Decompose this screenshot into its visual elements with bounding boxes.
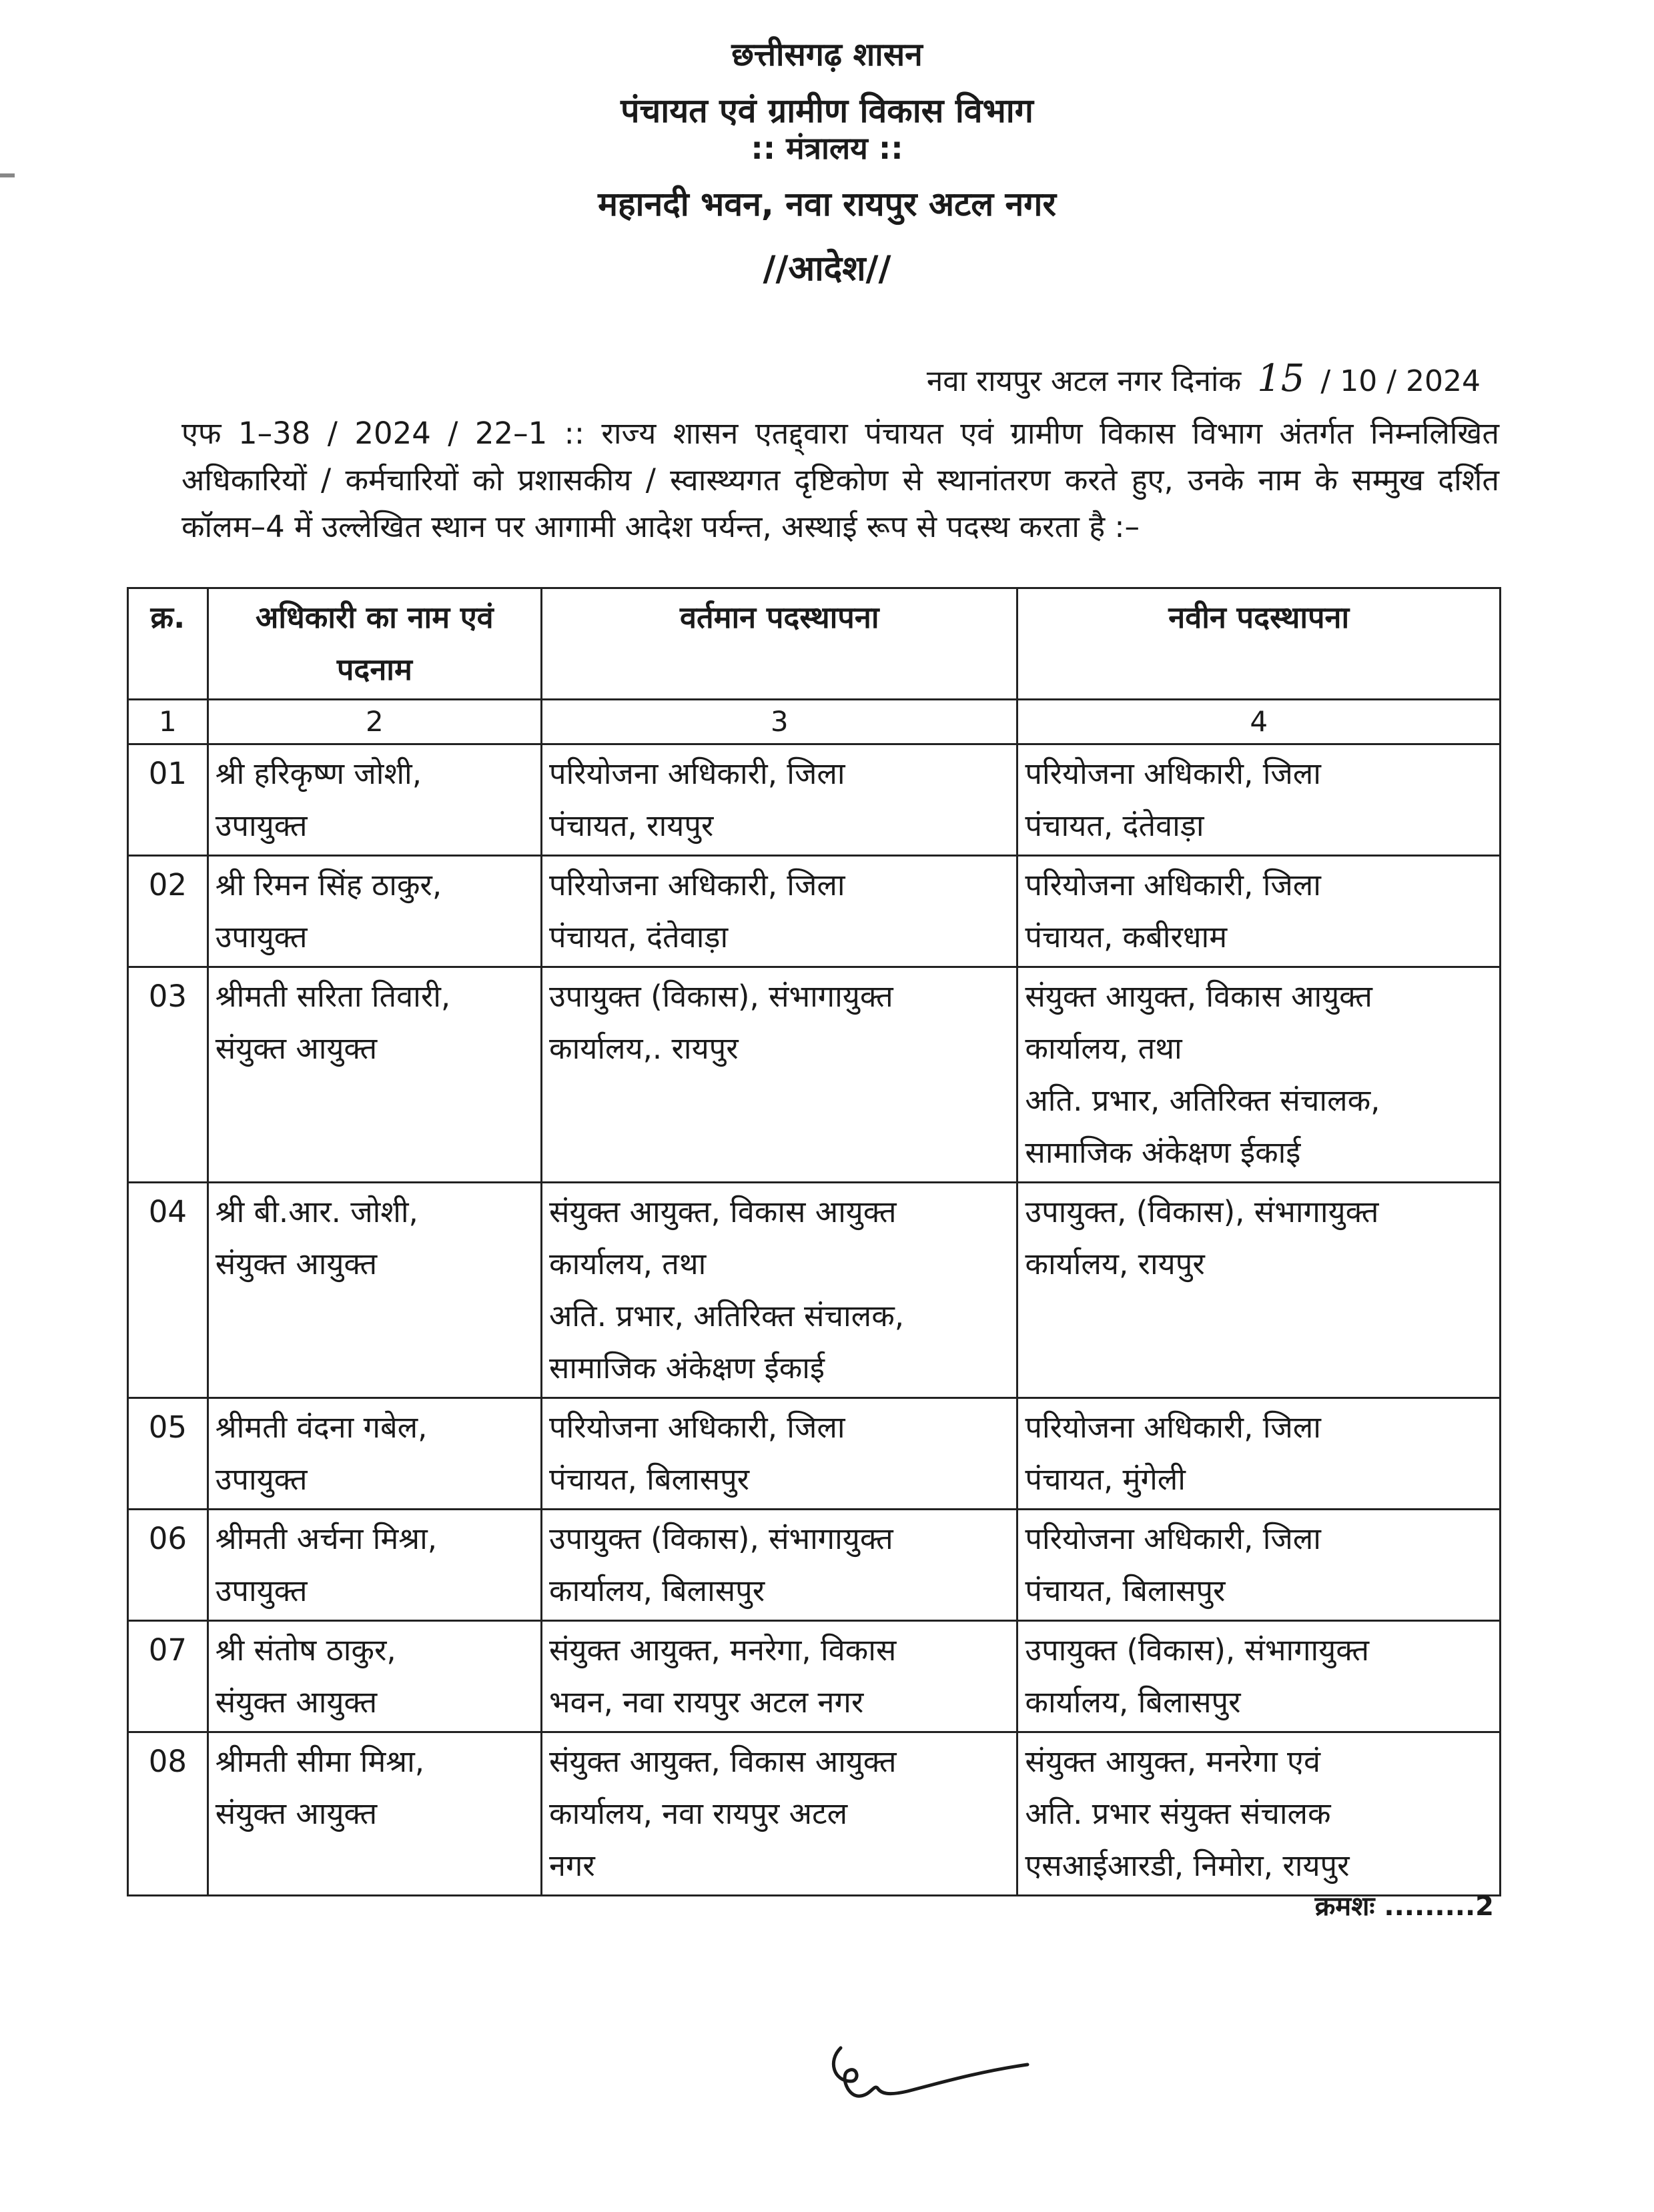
table-header-row	[128, 588, 1501, 700]
scan-edge-mark	[0, 173, 15, 177]
new-posting-line: एसआईआरडी, निमोरा, रायपुर	[1025, 1848, 1350, 1883]
table-row	[128, 1183, 1501, 1398]
officer-designation: उपायुक्त	[215, 1462, 308, 1497]
new-posting-line: उपायुक्त, (विकास), संभागायुक्त	[1025, 1194, 1379, 1229]
officer-name: श्री हरिकृष्ण जोशी,	[215, 756, 422, 791]
current-posting-line: भवन, नवा रायपुर अटल नगर	[549, 1684, 864, 1720]
current-posting-cell	[542, 967, 1017, 1183]
row-serial-number: 04	[128, 1183, 208, 1398]
new-posting-line: कार्यालय, रायपुर	[1025, 1246, 1205, 1281]
new-posting-cell	[1017, 1510, 1501, 1621]
column-number-row	[128, 700, 1501, 744]
officer-name: श्रीमती अर्चना मिश्रा,	[215, 1521, 438, 1556]
new-posting-line: परियोजना अधिकारी, जिला	[1025, 1410, 1321, 1445]
officer-cell	[208, 856, 541, 967]
table-row	[128, 1510, 1501, 1621]
column-number: 2	[208, 700, 541, 744]
officer-name: श्री रिमन सिंह ठाकुर,	[215, 867, 442, 903]
current-posting-cell	[542, 1398, 1017, 1510]
current-posting-line: परियोजना अधिकारी, जिला	[549, 756, 845, 791]
table-row	[128, 1621, 1501, 1732]
officer-designation: संयुक्त आयुक्त	[215, 1031, 378, 1066]
officer-designation: उपायुक्त	[215, 808, 308, 843]
new-posting-line: कार्यालय, तथा	[1025, 1031, 1182, 1066]
current-posting-cell	[542, 1183, 1017, 1398]
row-serial-number: 06	[128, 1510, 208, 1621]
current-posting-line: उपायुक्त (विकास), संभागायुक्त	[549, 979, 893, 1014]
table-row	[128, 967, 1501, 1183]
officer-cell	[208, 1183, 541, 1398]
current-posting-cell	[542, 1621, 1017, 1732]
current-posting-line: पंचायत, दंतेवाड़ा	[549, 919, 729, 955]
officer-name: श्री संतोष ठाकुर,	[215, 1632, 396, 1668]
current-posting-line: परियोजना अधिकारी, जिला	[549, 867, 845, 903]
new-posting-line: अति. प्रभार संयुक्त संचालक	[1025, 1796, 1331, 1831]
new-posting-cell	[1017, 856, 1501, 967]
row-serial-number: 08	[128, 1732, 208, 1896]
new-posting-line: अति. प्रभार, अतिरिक्त संचालक,	[1025, 1083, 1380, 1118]
current-posting-line: पंचायत, रायपुर	[549, 808, 714, 843]
officer-cell	[208, 1621, 541, 1732]
new-posting-line: परियोजना अधिकारी, जिला	[1025, 867, 1321, 903]
current-posting-line: संयुक्त आयुक्त, विकास आयुक्त	[549, 1744, 897, 1779]
dateline	[927, 357, 1481, 400]
current-posting-cell	[542, 1510, 1017, 1621]
new-posting-line: संयुक्त आयुक्त, विकास आयुक्त	[1025, 979, 1372, 1014]
officer-name: श्रीमती वंदना गबेल,	[215, 1410, 428, 1445]
row-serial-number: 02	[128, 856, 208, 967]
new-posting-line: पंचायत, कबीरधाम	[1025, 919, 1228, 955]
current-posting-line: संयुक्त आयुक्त, विकास आयुक्त	[549, 1194, 897, 1229]
current-posting-line: परियोजना अधिकारी, जिला	[549, 1410, 845, 1445]
signature-mark	[821, 2035, 1041, 2115]
new-posting-cell	[1017, 1732, 1501, 1896]
new-posting-line: पंचायत, बिलासपुर	[1025, 1573, 1226, 1608]
officer-designation: उपायुक्त	[215, 1573, 308, 1608]
new-posting-line: पंचायत, दंतेवाड़ा	[1025, 808, 1204, 843]
officer-name: श्रीमती सीमा मिश्रा,	[215, 1744, 425, 1779]
table-row	[128, 744, 1501, 856]
column-number: 1	[128, 700, 208, 744]
new-posting-line: संयुक्त आयुक्त, मनरेगा एवं	[1025, 1744, 1320, 1779]
table-row	[128, 1398, 1501, 1510]
current-posting-line: कार्यालय, तथा	[549, 1246, 707, 1281]
current-posting-cell	[542, 744, 1017, 856]
table-row	[128, 1732, 1501, 1896]
officer-cell	[208, 1732, 541, 1896]
officer-designation: उपायुक्त	[215, 919, 308, 955]
row-serial-number: 07	[128, 1621, 208, 1732]
order-title: //आदेश//	[763, 249, 891, 289]
officer-name: श्री बी.आर. जोशी,	[215, 1194, 418, 1229]
header-serial: क्र.	[128, 588, 208, 700]
handwritten-day: 15	[1257, 357, 1305, 400]
officer-cell	[208, 1398, 541, 1510]
header-current-posting: वर्तमान पदस्थापना	[542, 588, 1017, 700]
new-posting-cell	[1017, 1398, 1501, 1510]
officer-designation: संयुक्त आयुक्त	[215, 1684, 378, 1720]
dateline-label: नवा रायपुर अटल नगर दिनांक	[926, 364, 1242, 398]
new-posting-line: उपायुक्त (विकास), संभागायुक्त	[1025, 1632, 1370, 1668]
new-posting-line: परियोजना अधिकारी, जिला	[1025, 1521, 1321, 1556]
new-posting-line: कार्यालय, बिलासपुर	[1025, 1684, 1241, 1720]
current-posting-line: पंचायत, बिलासपुर	[549, 1462, 750, 1497]
current-posting-cell	[542, 856, 1017, 967]
order-intro-paragraph: एफ 1–38 / 2024 / 22–1 :: राज्य शासन एतद्द्वारा पंचायत एवं ग्रामीण विकास विभाग अंतर्गत निम्नलिखित अधिकारियों / कर्मचारियों को प्रशासकीय / स्वास्थ्यगत दृष्टिकोण से स्थानांतरण करते हुए, उनके नाम के सम्मुख दर्शित कॉलम–4 में उल्लेखित स्थान पर आगामी आदेश पर्यन्त, अस्थाई रूप से पदस्थ करता है :–	[181, 416, 1499, 544]
officer-designation: संयुक्त आयुक्त	[215, 1796, 378, 1831]
new-posting-line: सामाजिक अंकेक्षण ईकाई	[1025, 1135, 1301, 1170]
column-number: 3	[542, 700, 1017, 744]
current-posting-line: कार्यालय, बिलासपुर	[549, 1573, 765, 1608]
officer-designation: संयुक्त आयुक्त	[215, 1246, 378, 1281]
new-posting-cell	[1017, 744, 1501, 856]
current-posting-line: सामाजिक अंकेक्षण ईकाई	[549, 1350, 825, 1386]
current-posting-line: कार्यालय,. रायपुर	[549, 1031, 739, 1066]
dateline-month-year: / 10 / 2024	[1320, 364, 1481, 398]
new-posting-line: परियोजना अधिकारी, जिला	[1025, 756, 1321, 791]
new-posting-line: पंचायत, मुंगेली	[1025, 1462, 1186, 1497]
continued-marker: क्रमशः .........2	[1314, 1891, 1494, 1922]
new-posting-cell	[1017, 1183, 1501, 1398]
column-number: 4	[1017, 700, 1501, 744]
table-row	[128, 856, 1501, 967]
officer-name: श्रीमती सरिता तिवारी,	[215, 979, 451, 1014]
current-posting-line: अति. प्रभार, अतिरिक्त संचालक,	[549, 1298, 905, 1333]
header-officer: अधिकारी का नाम एवं पदनाम	[208, 588, 541, 700]
header-new-posting: नवीन पदस्थापना	[1017, 588, 1501, 700]
new-posting-cell	[1017, 1621, 1501, 1732]
officer-cell	[208, 1510, 541, 1621]
current-posting-line: नगर	[549, 1848, 595, 1883]
current-posting-line: उपायुक्त (विकास), संभागायुक्त	[549, 1521, 893, 1556]
current-posting-cell	[542, 1732, 1017, 1896]
table-body	[128, 744, 1501, 1896]
officer-cell	[208, 967, 541, 1183]
address-heading: महानदी भवन, नवा रायपुर अटल नगर	[598, 185, 1056, 223]
transfer-table	[127, 587, 1501, 1896]
govt-heading: छत्तीसगढ़ शासन	[731, 36, 923, 73]
new-posting-cell	[1017, 967, 1501, 1183]
row-serial-number: 01	[128, 744, 208, 856]
row-serial-number: 03	[128, 967, 208, 1183]
officer-cell	[208, 744, 541, 856]
current-posting-line: कार्यालय, नवा रायपुर अटल	[549, 1796, 848, 1831]
current-posting-line: संयुक्त आयुक्त, मनरेगा, विकास	[549, 1632, 897, 1668]
row-serial-number: 05	[128, 1398, 208, 1510]
department-heading: पंचायत एवं ग्रामीण विकास विभाग	[621, 91, 1033, 130]
office-heading: :: मंत्रालय ::	[751, 130, 903, 166]
